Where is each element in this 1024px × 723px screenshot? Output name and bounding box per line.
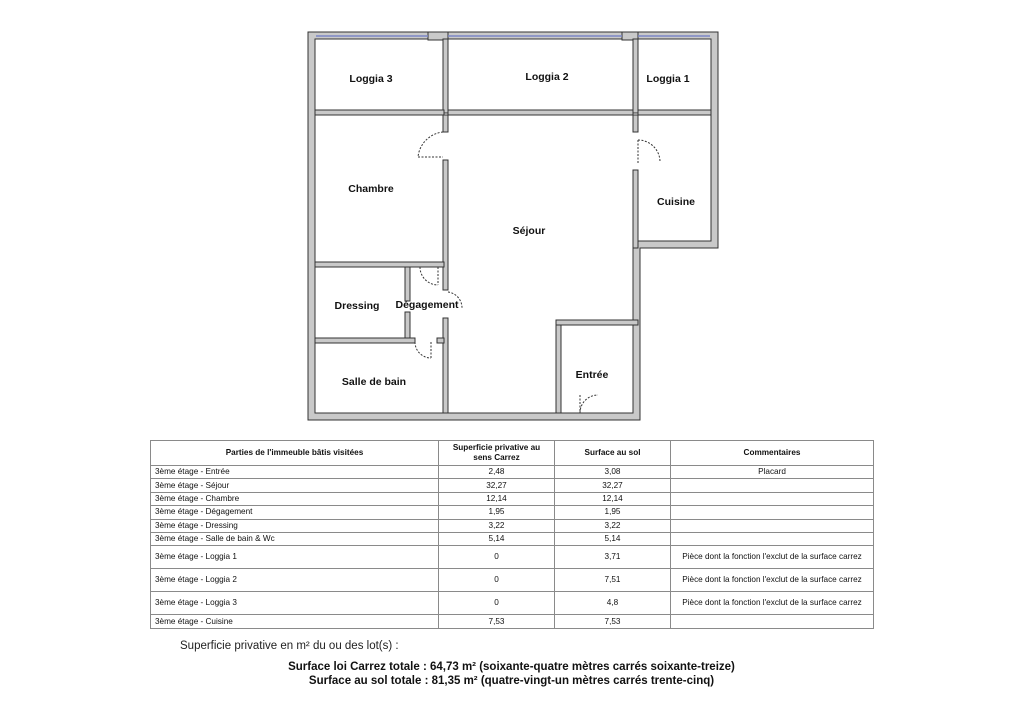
cell-part: 3ème étage - Dressing <box>151 519 439 532</box>
cell-sol: 1,95 <box>555 506 671 519</box>
table-row <box>151 519 874 532</box>
header-comments: Commentaires <box>671 441 874 466</box>
cell-comment <box>671 532 874 545</box>
header-parts: Parties de l'immeuble bâtis visitées <box>151 441 439 466</box>
room-label-salle-de-bain: Salle de bain <box>341 376 407 388</box>
table-row <box>151 569 874 592</box>
room-label-loggia1: Loggia 1 <box>646 73 690 85</box>
room-label-loggia3: Loggia 3 <box>349 73 393 85</box>
cell-carrez: 7,53 <box>439 615 555 628</box>
header-carrez: Superficie privative au sens Carrez <box>439 441 555 466</box>
cell-sol: 4,8 <box>555 592 671 615</box>
table-header-row <box>151 441 874 466</box>
cell-part: 3ème étage - Séjour <box>151 479 439 492</box>
cell-comment <box>671 492 874 505</box>
cell-part: 3ème étage - Loggia 1 <box>151 546 439 569</box>
lot-caption: Superficie privative en m² du ou des lot(s) : <box>180 640 399 652</box>
sol-total: Surface au sol totale : 81,35 m² (quatre-vingt-un mètres carrés trente-cinq) <box>308 675 715 687</box>
surface-table <box>150 440 874 629</box>
table-row <box>151 532 874 545</box>
cell-sol: 32,27 <box>555 479 671 492</box>
cell-comment: Pièce dont la fonction l'exclut de la surface carrez <box>671 592 874 615</box>
cell-comment <box>671 519 874 532</box>
room-label-degagement: Dégagement <box>395 299 459 311</box>
cell-sol: 3,08 <box>555 466 671 479</box>
table-row <box>151 592 874 615</box>
cell-carrez: 32,27 <box>439 479 555 492</box>
cell-sol: 12,14 <box>555 492 671 505</box>
room-label-cuisine: Cuisine <box>657 196 695 208</box>
room-label-sejour: Séjour <box>512 225 546 237</box>
table-row <box>151 546 874 569</box>
cell-carrez: 0 <box>439 592 555 615</box>
cell-comment: Pièce dont la fonction l'exclut de la surface carrez <box>671 546 874 569</box>
cell-part: 3ème étage - Chambre <box>151 492 439 505</box>
cell-carrez: 0 <box>439 569 555 592</box>
table-row <box>151 466 874 479</box>
cell-sol: 7,51 <box>555 569 671 592</box>
cell-sol: 5,14 <box>555 532 671 545</box>
room-label-chambre: Chambre <box>348 183 394 195</box>
cell-part: 3ème étage - Salle de bain & Wc <box>151 532 439 545</box>
cell-part: 3ème étage - Cuisine <box>151 615 439 628</box>
cell-sol: 7,53 <box>555 615 671 628</box>
table-row <box>151 492 874 505</box>
cell-comment <box>671 615 874 628</box>
cell-part: 3ème étage - Entrée <box>151 466 439 479</box>
cell-sol: 3,22 <box>555 519 671 532</box>
room-label-entree: Entrée <box>575 369 609 381</box>
cell-comment: Pièce dont la fonction l'exclut de la surface carrez <box>671 569 874 592</box>
cell-carrez: 5,14 <box>439 532 555 545</box>
room-label-dressing: Dressing <box>334 300 380 312</box>
cell-comment: Placard <box>671 466 874 479</box>
table-row <box>151 479 874 492</box>
cell-carrez: 12,14 <box>439 492 555 505</box>
cell-carrez: 2,48 <box>439 466 555 479</box>
cell-sol: 3,71 <box>555 546 671 569</box>
totals-block <box>150 660 873 688</box>
cell-part: 3ème étage - Loggia 2 <box>151 569 439 592</box>
cell-carrez: 1,95 <box>439 506 555 519</box>
cell-part: 3ème étage - Dégagement <box>151 506 439 519</box>
cell-comment <box>671 479 874 492</box>
cell-carrez: 3,22 <box>439 519 555 532</box>
table-row <box>151 615 874 628</box>
room-label-loggia2: Loggia 2 <box>525 71 569 83</box>
door-swings <box>415 132 660 413</box>
carrez-total: Surface loi Carrez totale : 64,73 m² (soixante-quatre mètres carrés soixante-treize) <box>288 661 735 673</box>
table-row <box>151 506 874 519</box>
header-sol: Surface au sol <box>555 441 671 466</box>
cell-part: 3ème étage - Loggia 3 <box>151 592 439 615</box>
cell-carrez: 0 <box>439 546 555 569</box>
cell-comment <box>671 506 874 519</box>
